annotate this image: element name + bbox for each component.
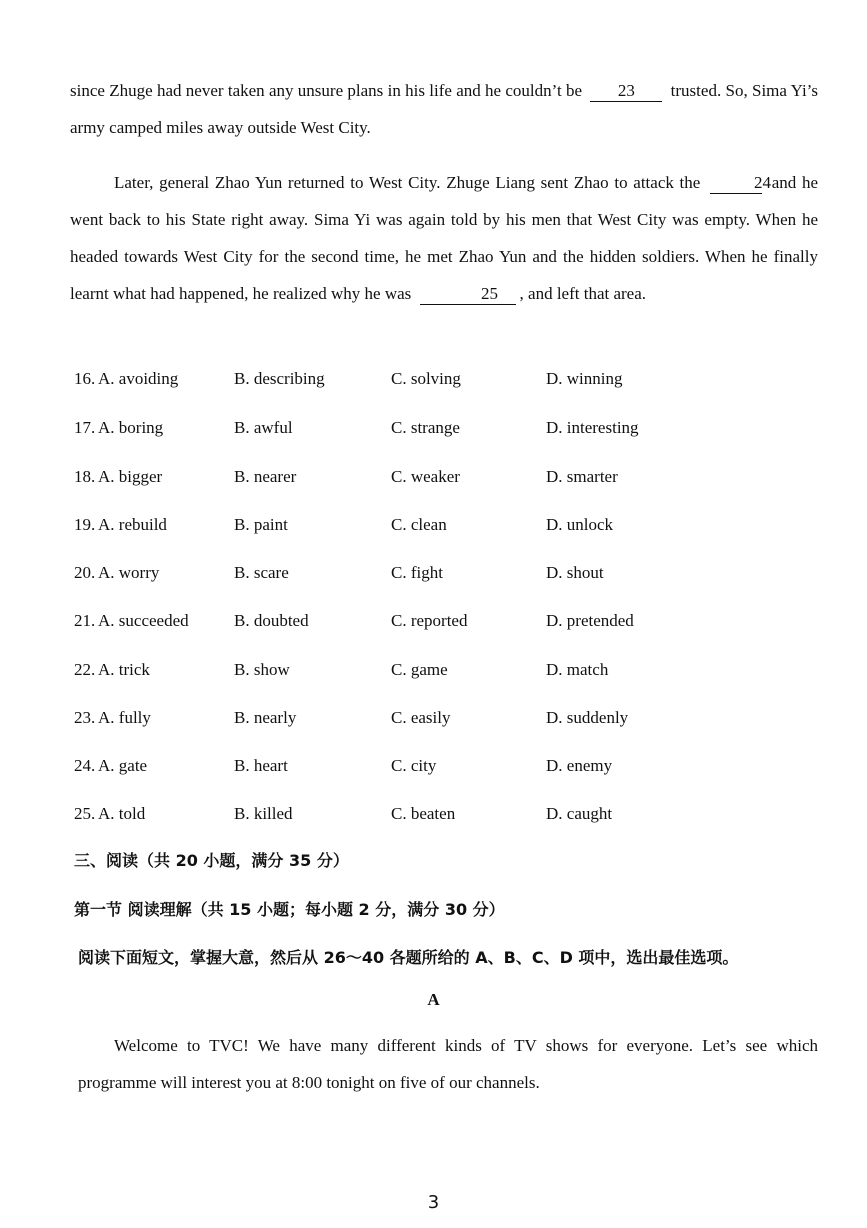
option-d: D. shout — [546, 563, 604, 582]
option-a: A. bigger — [98, 467, 163, 486]
option-d: D. interesting — [546, 418, 639, 437]
passage-letter: A — [427, 990, 440, 1009]
option-b: B. show — [234, 660, 290, 679]
option-b: B. heart — [234, 756, 288, 775]
paragraph-2-text-middle: and he went back to his State right away. Sima Yi was again told by his men that West City was empty. When he headed towards West City for the second time, he met Zhao Yun and the hidden soldiers. When he finally learnt what had happened, he realized why he was — [70, 173, 819, 303]
passage-a-intro: Welcome to TVC! We have many different kinds of TV shows for everyone. Let’s see which programme will interest you at 8:00 tonight on five of our channels. — [78, 1036, 818, 1092]
blank-23: 23 — [590, 81, 662, 102]
question-number: 21. — [74, 611, 96, 630]
paragraph-1-text-after: trusted. So, Sima Yi’s army camped miles away outside West City. — [70, 81, 818, 137]
paragraph-1-text-before: since Zhuge had never taken any unsure plans in his life and he couldn’t be — [70, 81, 583, 100]
option-d: D. smarter — [546, 467, 618, 486]
option-c: C. easily — [391, 708, 451, 727]
section-title: 三、阅读（共 20 小题，满分 35 分） — [74, 851, 349, 870]
option-c: C. city — [391, 756, 437, 775]
option-a: A. gate — [98, 756, 148, 775]
question-number: 25. — [74, 804, 96, 823]
option-d: D. caught — [546, 804, 613, 823]
option-c: C. fight — [391, 563, 443, 582]
option-a: A. succeeded — [98, 611, 189, 630]
option-b: B. awful — [234, 418, 293, 437]
option-b: B. killed — [234, 804, 293, 823]
paragraph-2-text-after: , and left that area. — [519, 284, 647, 303]
question-number: 20. — [74, 563, 96, 582]
question-number: 22. — [74, 660, 96, 679]
question-number: 16. — [74, 369, 96, 388]
section-subtitle: 第一节 阅读理解（共 15 小题；每小题 2 分，满分 30 分） — [74, 900, 505, 919]
option-c: C. weaker — [391, 467, 460, 486]
question-number: 24. — [74, 756, 96, 775]
option-d: D. match — [546, 660, 609, 679]
option-d: D. suddenly — [546, 708, 629, 727]
page-number: 3 — [427, 1192, 440, 1213]
question-number: 23. — [74, 708, 96, 727]
option-a: A. worry — [98, 563, 160, 582]
question-number: 19. — [74, 515, 96, 534]
blank-24: 24 — [710, 173, 762, 194]
option-c: C. clean — [391, 515, 447, 534]
option-a: A. told — [98, 804, 146, 823]
option-b: B. paint — [234, 515, 288, 534]
option-a: A. avoiding — [98, 369, 179, 388]
option-a: A. boring — [98, 418, 164, 437]
option-b: B. scare — [234, 563, 289, 582]
option-c: C. game — [391, 660, 448, 679]
section-instruction: 阅读下面短文，掌握大意，然后从 26～40 各题所给的 A、B、C、D 项中，选出最佳选项。 — [78, 948, 739, 967]
option-b: B. nearly — [234, 708, 297, 727]
option-d: D. enemy — [546, 756, 613, 775]
option-c: C. reported — [391, 611, 468, 630]
option-b: B. nearer — [234, 467, 297, 486]
option-b: B. doubted — [234, 611, 309, 630]
blank-25: 25 — [420, 284, 516, 305]
option-c: C. solving — [391, 369, 461, 388]
option-d: D. pretended — [546, 611, 634, 630]
option-b: B. describing — [234, 369, 325, 388]
question-number: 18. — [74, 467, 96, 486]
option-d: D. winning — [546, 369, 623, 388]
option-a: A. fully — [98, 708, 151, 727]
option-c: C. strange — [391, 418, 460, 437]
passage-paragraph-2 — [70, 164, 818, 312]
question-number: 17. — [74, 418, 96, 437]
option-c: C. beaten — [391, 804, 456, 823]
option-a: A. rebuild — [98, 515, 167, 534]
option-a: A. trick — [98, 660, 150, 679]
passage-paragraph-1 — [70, 72, 818, 146]
paragraph-2-text-before: Later, general Zhao Yun returned to West City. Zhuge Liang sent Zhao to attack the — [114, 173, 701, 192]
option-d: D. unlock — [546, 515, 614, 534]
